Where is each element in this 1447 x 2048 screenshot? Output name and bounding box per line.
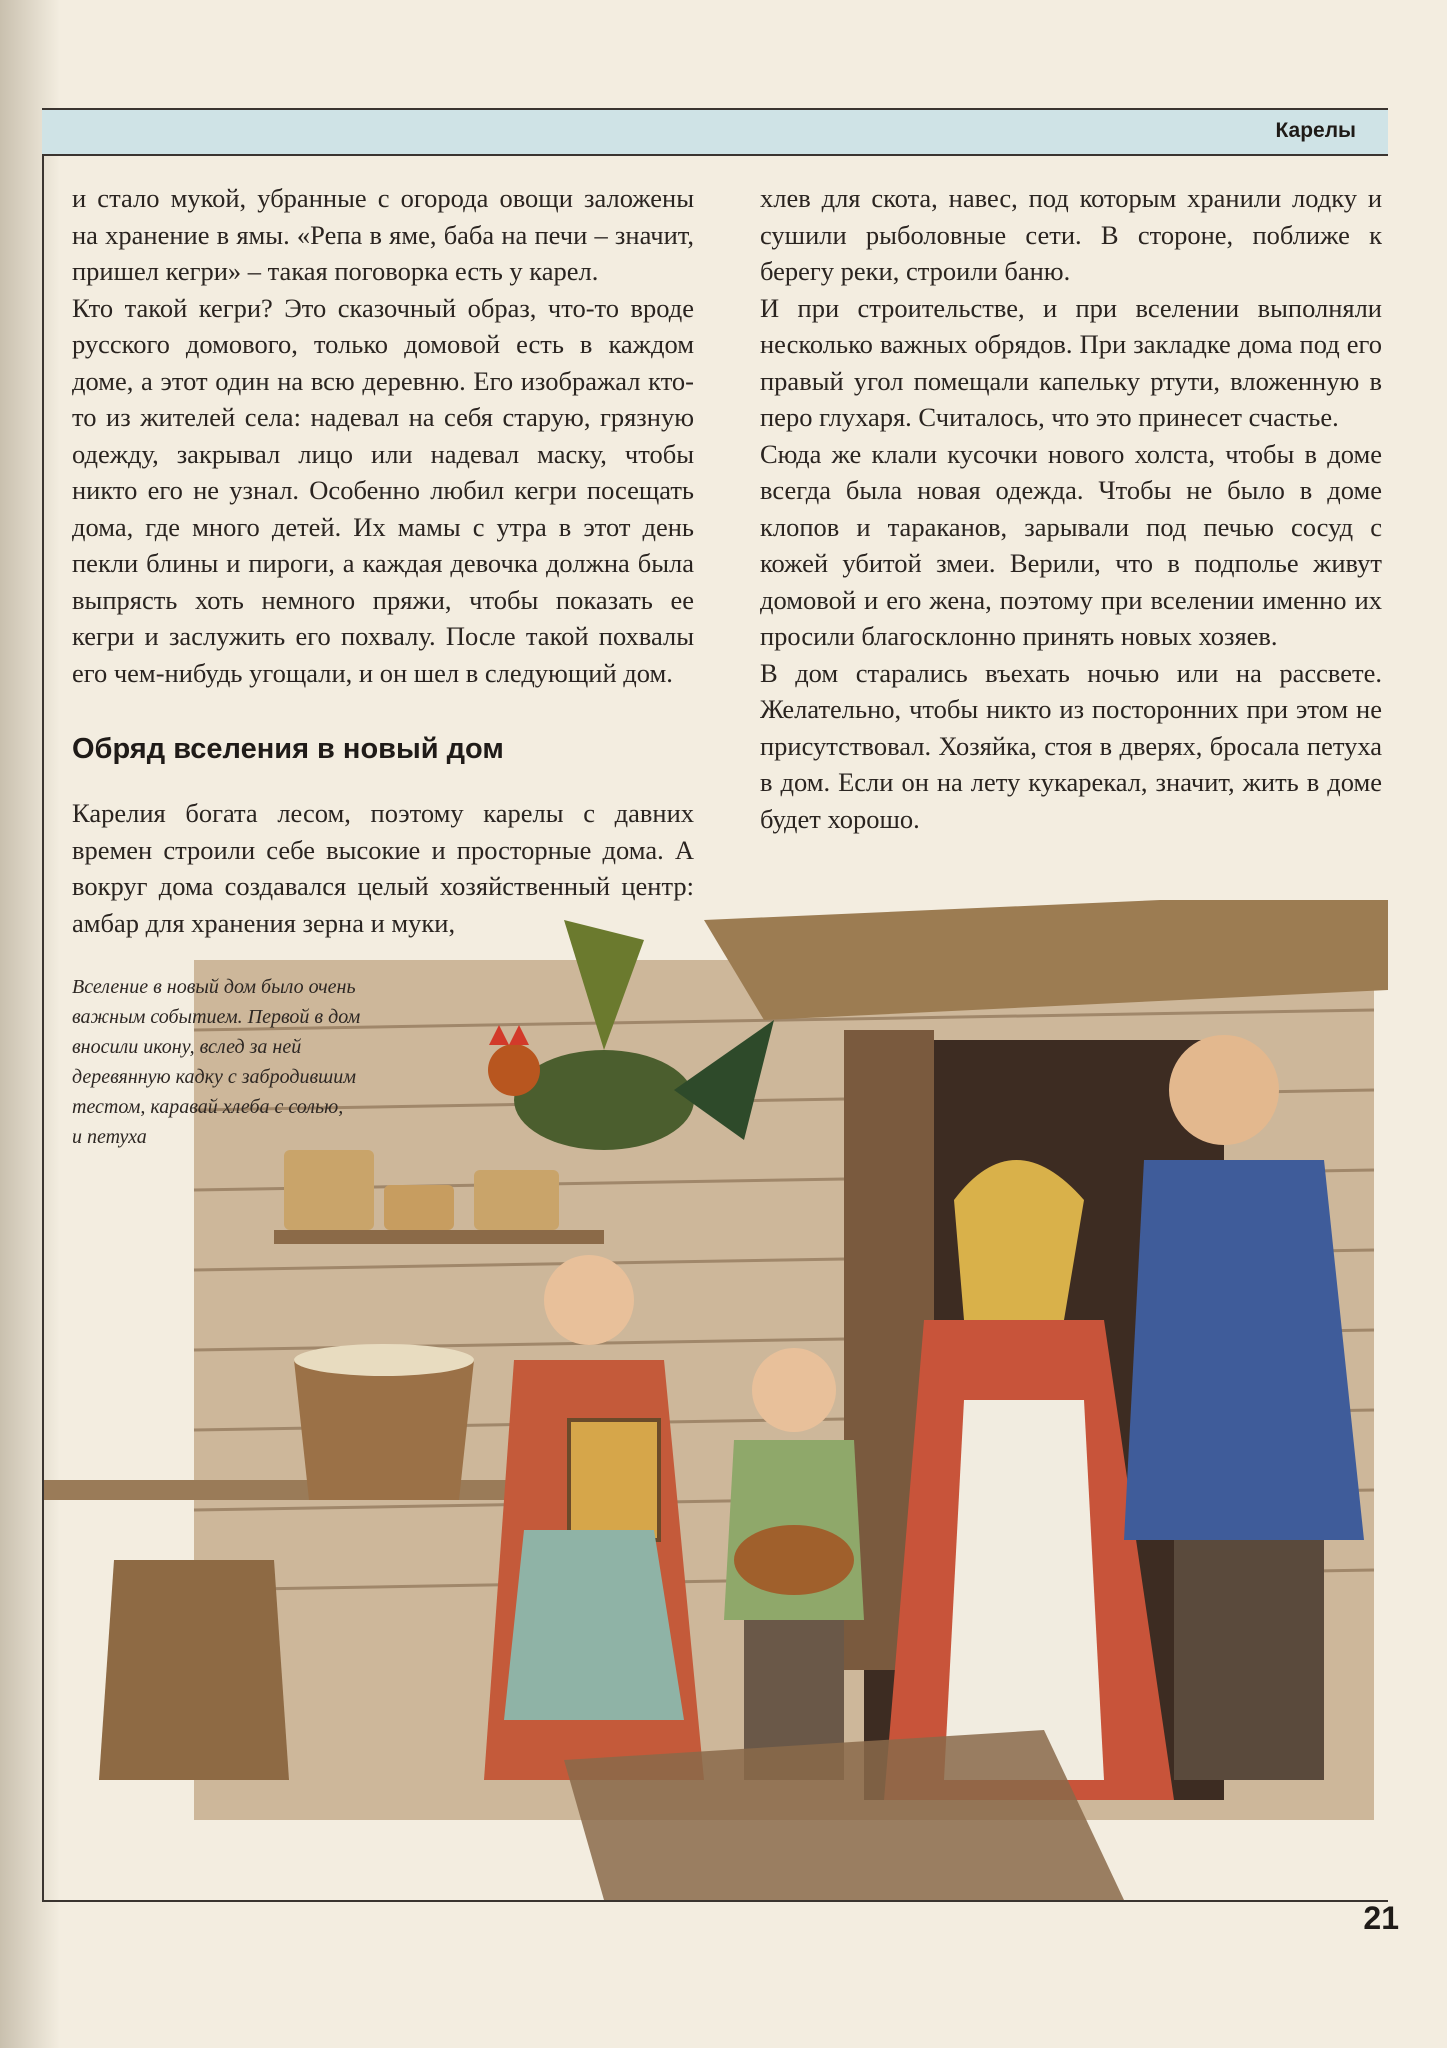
caption-line: деревянную кадку с забродившим <box>72 1066 356 1088</box>
section-heading: Обряд вселения в новый дом <box>72 733 504 765</box>
barrel <box>99 1560 289 1780</box>
caption-line: важным событием. Первой в дом <box>72 1006 361 1028</box>
table <box>44 1480 544 1500</box>
shelf <box>274 1230 604 1244</box>
caption-line: тестом, каравай хлеба с солью, <box>72 1096 344 1118</box>
section-title: Карелы <box>1275 119 1356 142</box>
caption-line: Вселение в новый дом было очень <box>72 976 356 998</box>
illustration-caption <box>72 972 442 1152</box>
basket <box>384 1185 454 1230</box>
paragraph: И при строительстве, и при вселении выполняли несколько важных обрядов. При закладке дома под его правый угол помещали капельку ртути, вложенную в перо глухаря. Считалось, что это принесет счастье. <box>760 292 1382 432</box>
basket <box>474 1170 559 1230</box>
right-column <box>760 180 1382 837</box>
left-column <box>72 180 694 941</box>
paragraph: В дом старались въехать ночью или на рассвете. Желательно, чтобы никто из посторонних при этом не присутствовал. Хозяйка, стоя в дверях, бросала петуха в дом. Если он на лету кукарекал, значит, жить в доме будет хорошо. <box>760 657 1382 834</box>
caption-line: вносили икону, вслед за ней <box>72 1036 302 1058</box>
paragraph: Сюда же клали кусочки нового холста, чтобы в доме всегда была новая одежда. Чтобы не было в доме клопов и тараканов, зарывали под печью сосуд с кожей убитой змеи. Верили, что в подполье живут домовой и его жена, поэтому при вселении именно их просили благосклонно принять новых хозяев. <box>760 438 1382 651</box>
dough-tub <box>294 1360 474 1500</box>
paragraph: Карелия богата лесом, поэтому карелы с давних времен строили себе высокие и просторные дома. А вокруг дома создавался целый хозяйственный центр: амбар для хранения зерна и муки, <box>72 798 694 938</box>
paragraph: Кто такой кегри? Это сказочный образ, что-то вроде русского домового, только домовой есть в каждом доме, а этот один на всю деревню. Его изображал кто-то из жителей села: надевал на себя старую, грязную одежду, закрывал лицо или надевал маску, чтобы никто его не узнал. Особенно любил кегри посещать дома, где много детей. Их мамы с утра в этот день пекли блины и пироги, а каждая девочка должна была выпрясть хоть немного пряжи, чтобы показать ее кегри и заслужить его похвалу. После такой похвалы его чем-нибудь угощали, и он шел в следующий дом. <box>72 292 694 688</box>
paragraph: хлев для скота, навес, под которым хранили лодку и сушили рыболовные сети. В стороне, поближе к берегу реки, строили баню. <box>760 183 1382 286</box>
paragraph: и стало мукой, убранные с огорода овощи заложены на хранение в ямы. «Репа в яме, баба на печи – значит, пришел кегри» – такая поговорка есть у карел. <box>72 183 694 286</box>
header-bar <box>42 108 1388 156</box>
bottom-rule <box>42 1900 1388 1902</box>
woven-rug <box>564 1730 1124 1900</box>
caption-line: и петуха <box>72 1126 147 1148</box>
basket <box>284 1150 374 1230</box>
page-number: 21 <box>1363 1900 1399 1936</box>
